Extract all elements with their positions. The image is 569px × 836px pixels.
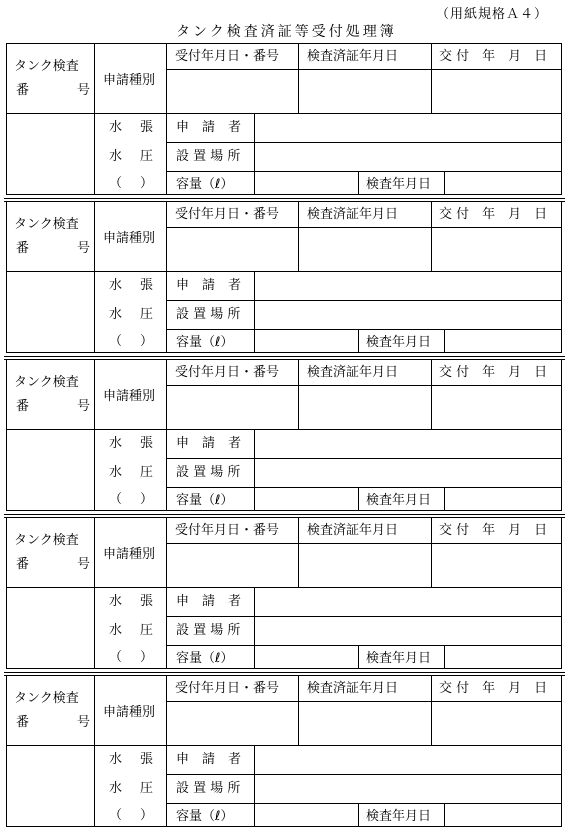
- inspection-date-label: 検査年月日: [366, 335, 432, 350]
- record-frame: [6, 43, 562, 195]
- number-label-a: 番: [16, 399, 30, 414]
- paren-close: ）: [140, 650, 154, 665]
- install-location-label: 設 置 場 所: [176, 307, 241, 322]
- water-fill-label-b: 張: [140, 752, 154, 767]
- record-frame: [6, 675, 562, 827]
- number-label-b: 号: [77, 715, 91, 730]
- number-label-a: 番: [16, 241, 30, 256]
- applicant-label: 申 請 者: [176, 278, 242, 293]
- tank-number-label: タンク検査: [14, 691, 79, 706]
- water-pressure-label-b: 圧: [140, 149, 154, 164]
- water-pressure-label-a: 水: [109, 781, 123, 796]
- paren-close: ）: [140, 808, 154, 823]
- receipt-date-label: 受付年月日・番号: [175, 681, 280, 696]
- cert-date-label: 検査済証年月日: [307, 681, 399, 696]
- water-fill-label-a: 水: [109, 278, 123, 293]
- water-pressure-label-b: 圧: [140, 465, 154, 480]
- capacity-label: 容量（ℓ）: [176, 651, 234, 666]
- form-title: タンク検査済証等受付処理簿: [176, 24, 397, 40]
- paper-size-note: （用紙規格Ａ４）: [436, 7, 549, 22]
- paren-close: ）: [140, 334, 154, 349]
- water-fill-label-a: 水: [109, 752, 123, 767]
- application-type-label: 申請種別: [103, 389, 156, 404]
- number-label-b: 号: [77, 557, 91, 572]
- water-pressure-label-a: 水: [109, 149, 123, 164]
- install-location-label: 設 置 場 所: [176, 623, 241, 638]
- issue-date-label: 交 付 年 月 日: [439, 523, 548, 538]
- applicant-label: 申 請 者: [176, 594, 242, 609]
- paren-open: （: [109, 176, 123, 191]
- number-label-a: 番: [16, 83, 30, 98]
- capacity-label: 容量（ℓ）: [176, 493, 234, 508]
- install-location-label: 設 置 場 所: [176, 781, 241, 796]
- issue-date-label: 交 付 年 月 日: [439, 207, 548, 222]
- issue-date-label: 交 付 年 月 日: [439, 681, 548, 696]
- install-location-label: 設 置 場 所: [176, 465, 241, 480]
- install-location-label: 設 置 場 所: [176, 149, 241, 164]
- issue-date-label: 交 付 年 月 日: [439, 49, 548, 64]
- inspection-date-label: 検査年月日: [366, 651, 432, 666]
- record-block: [6, 675, 562, 827]
- paren-open: （: [109, 808, 123, 823]
- paren-open: （: [109, 650, 123, 665]
- water-pressure-label-b: 圧: [140, 781, 154, 796]
- record-frame: [6, 517, 562, 669]
- number-label-b: 号: [77, 399, 91, 414]
- record-block: [6, 359, 562, 511]
- record-frame: [6, 359, 562, 511]
- water-fill-label-b: 張: [140, 120, 154, 135]
- water-pressure-label-b: 圧: [140, 623, 154, 638]
- cert-date-label: 検査済証年月日: [307, 49, 399, 64]
- number-label-b: 号: [77, 241, 91, 256]
- inspection-date-label: 検査年月日: [366, 177, 432, 192]
- application-type-label: 申請種別: [103, 73, 156, 88]
- capacity-label: 容量（ℓ）: [176, 809, 234, 824]
- number-label-b: 号: [77, 83, 91, 98]
- water-pressure-label-a: 水: [109, 465, 123, 480]
- receipt-date-label: 受付年月日・番号: [175, 523, 280, 538]
- water-fill-label-b: 張: [140, 278, 154, 293]
- application-type-label: 申請種別: [103, 231, 156, 246]
- water-fill-label-a: 水: [109, 436, 123, 451]
- water-pressure-label-b: 圧: [140, 307, 154, 322]
- inspection-date-label: 検査年月日: [366, 809, 432, 824]
- water-fill-label-b: 張: [140, 594, 154, 609]
- tank-number-label: タンク検査: [14, 59, 79, 74]
- paren-close: ）: [140, 176, 154, 191]
- inspection-date-label: 検査年月日: [366, 493, 432, 508]
- issue-date-label: 交 付 年 月 日: [439, 365, 548, 380]
- receipt-date-label: 受付年月日・番号: [175, 365, 280, 380]
- paren-open: （: [109, 492, 123, 507]
- application-type-label: 申請種別: [103, 547, 156, 562]
- water-pressure-label-a: 水: [109, 307, 123, 322]
- cert-date-label: 検査済証年月日: [307, 523, 399, 538]
- applicant-label: 申 請 者: [176, 436, 242, 451]
- capacity-label: 容量（ℓ）: [176, 177, 234, 192]
- paren-close: ）: [140, 492, 154, 507]
- record-block: [6, 201, 562, 353]
- cert-date-label: 検査済証年月日: [307, 365, 399, 380]
- applicant-label: 申 請 者: [176, 752, 242, 767]
- tank-number-label: タンク検査: [14, 533, 79, 548]
- water-fill-label-a: 水: [109, 120, 123, 135]
- water-pressure-label-a: 水: [109, 623, 123, 638]
- tank-number-label: タンク検査: [14, 217, 79, 232]
- receipt-date-label: 受付年月日・番号: [175, 49, 280, 64]
- water-fill-label-b: 張: [140, 436, 154, 451]
- capacity-label: 容量（ℓ）: [176, 335, 234, 350]
- paren-open: （: [109, 334, 123, 349]
- applicant-label: 申 請 者: [176, 120, 242, 135]
- number-label-a: 番: [16, 557, 30, 572]
- tank-number-label: タンク検査: [14, 375, 79, 390]
- record-frame: [6, 201, 562, 353]
- application-type-label: 申請種別: [103, 705, 156, 720]
- record-block: [6, 517, 562, 669]
- water-fill-label-a: 水: [109, 594, 123, 609]
- number-label-a: 番: [16, 715, 30, 730]
- record-block: [6, 43, 562, 195]
- cert-date-label: 検査済証年月日: [307, 207, 399, 222]
- receipt-date-label: 受付年月日・番号: [175, 207, 280, 222]
